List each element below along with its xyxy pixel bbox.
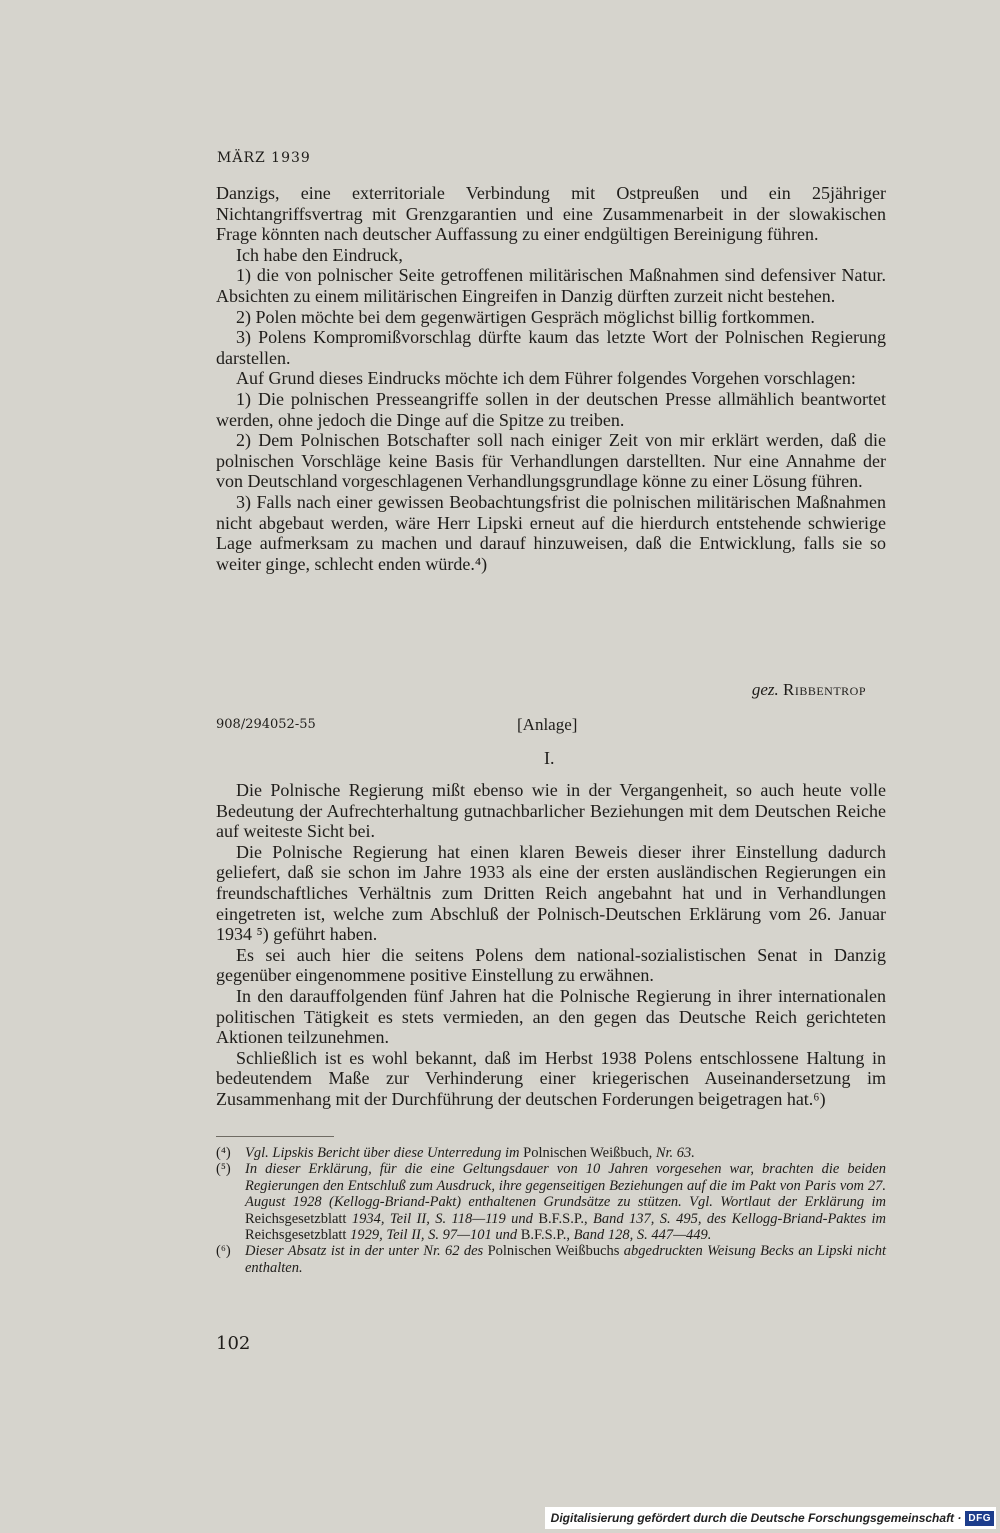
paragraph: 3) Polens Kompromißvorschlag dürfte kaum das letzte Wort der Polnischen Regierung darstellen. (216, 327, 886, 368)
document-reference: 908/294052-55 (216, 717, 316, 732)
signature-prefix: gez. (751, 680, 779, 699)
paragraph: 2) Dem Polnischen Botschafter soll nach einiger Zeit von mir erklärt werden, daß die polnischen Vorschläge keine Basis für Verhandlungen darstellten. Nur eine Annahme der von Deutschland vorgeschlagenen Verhandlungsgrundlage könne zu einer Lösung führen. (216, 430, 886, 492)
paragraph: 1) Die polnischen Presseangriffe sollen in der deutschen Presse allmählich beantwortet werden, ohne jedoch die Dinge auf die Spitze zu treiben. (216, 388, 886, 430)
annex-body (216, 780, 886, 1110)
signature (752, 680, 866, 700)
paragraph: 3) Falls nach einer gewissen Beobachtungsfrist die polnischen militärischen Maßnahmen nicht abgebaut werden, wäre Herr Lipski erneut auf die hierdurch entstehende schwierige Lage aufmerksam zu machen und darauf hinzuweisen, daß die Entwicklung, falls sie so weiter ginge, schlecht enden würde.⁴) (216, 491, 886, 574)
section-number: I. (544, 748, 555, 768)
footnote-mark: (⁵) (216, 1161, 231, 1178)
dfg-logo-icon: DFG (965, 1511, 994, 1526)
footnote-mark: (⁶) (216, 1243, 231, 1260)
paragraph: Die Polnische Regierung mißt ebenso wie in der Vergangenheit, so auch heute volle Bedeutung der Aufrechterhaltung gutnachbarlicher Beziehungen mit dem Deutschen Reiche auf weiteste Sicht bei. (216, 780, 886, 842)
footnote: (⁶) Dieser Absatz ist in der unter Nr. 62 des Polnischen Weißbuchs abgedruckten Weisung Becks an Lipski nicht enthalten. (216, 1243, 886, 1276)
paragraph: Die Polnische Regierung hat einen klaren Beweis dieser ihrer Einstellung dadurch geliefert, daß sie schon im Jahre 1933 als eine der ersten ausländischen Regierungen ein freundschaftliches Verhältnis zum Dritten Reich angebahnt hat und in Verhandlungen eingetreten ist, welche zum Abschluß der Polnisch-Deutschen Erklärung vom 26. Januar 1934 ⁵) geführt haben. (216, 841, 886, 945)
digitization-credit[interactable] (545, 1507, 996, 1529)
paragraph: Es sei auch hier die seitens Polens dem national-sozialistischen Senat in Danzig gegenüber eingenommene positive Einstellung zu erwähnen. (216, 944, 886, 986)
paragraph: Ich habe den Eindruck, (236, 244, 403, 265)
footnote-mark: (⁴) (216, 1145, 231, 1161)
paragraph: Danzigs, eine exterritoriale Verbindung mit Ostpreußen und ein 25jähriger Nichtangriffsvertrag mit Grenzgarantien und eine Zusammenarbeit in der slowakischen Frage könnten nach deutscher Auffassung zu einer endgültigen Bereinigung führen. (216, 183, 886, 245)
paragraph: 2) Polen möchte bei dem gegenwärtigen Gespräch möglichst billig fortkommen. (236, 306, 815, 327)
footnote-divider (216, 1136, 334, 1137)
paragraph: 1) die von polnischer Seite getroffenen militärischen Maßnahmen sind defensiver Natur. Absichten zu einem militärischen Eingreifen in Danzig dürften zurzeit nicht bestehen. (216, 265, 886, 306)
signature-name: Ribbentrop (782, 680, 866, 699)
annex-label: [Anlage] (517, 715, 578, 734)
paragraph: Auf Grund dieses Eindrucks möchte ich dem Führer folgendes Vorgehen vorschlagen: (236, 368, 856, 389)
paragraph: Schließlich ist es wohl bekannt, daß im Herbst 1938 Polens entschlossene Haltung in bedeutendem Maße zur Verhinderung einer kriegerischen Auseinandersetzung im Zusammenhang mit der Durchführung der deutschen Forderungen beigetragen hat.⁶) (216, 1047, 886, 1109)
footnote: (⁵) In dieser Erklärung, für die eine Geltungsdauer von 10 Jahren vorgesehen war, brachten die beiden Regierungen den Entschluß zum Ausdruck, ihre gegenseitigen Beziehungen auf die im Pakt von Paris vom 27. August 1928 (Kellogg-Briand-Pakt) enthaltenen Grundsätze zu stützen. Vgl. Wortlaut der Erklärung im Reichsgesetzblatt 1934, Teil II, S. 118—119 und B.F.S.P., Band 137, S. 495, des Kellogg-Briand-Paktes im Reichsgesetzblatt 1929, Teil II, S. 97—101 und B.F.S.P., Band 128, S. 447—449. (216, 1161, 887, 1244)
credit-text: Digitalisierung gefördert durch die Deutsche Forschungsgemeinschaft · (550, 1511, 962, 1525)
letter-body (216, 183, 886, 574)
footnote: (⁴) Vgl. Lipskis Bericht über diese Unterredung im Polnischen Weißbuch, Nr. 63. (216, 1145, 695, 1161)
paragraph: In den darauffolgenden fünf Jahren hat die Polnische Regierung in ihrer internationalen politischen Tätigkeit es stets vermieden, an den gegen das Deutsche Reich gerichteten Aktionen teilzunehmen. (216, 985, 886, 1048)
running-head: MÄRZ 1939 (217, 150, 311, 166)
page-number: 102 (216, 1333, 251, 1354)
footnotes (216, 1145, 886, 1276)
